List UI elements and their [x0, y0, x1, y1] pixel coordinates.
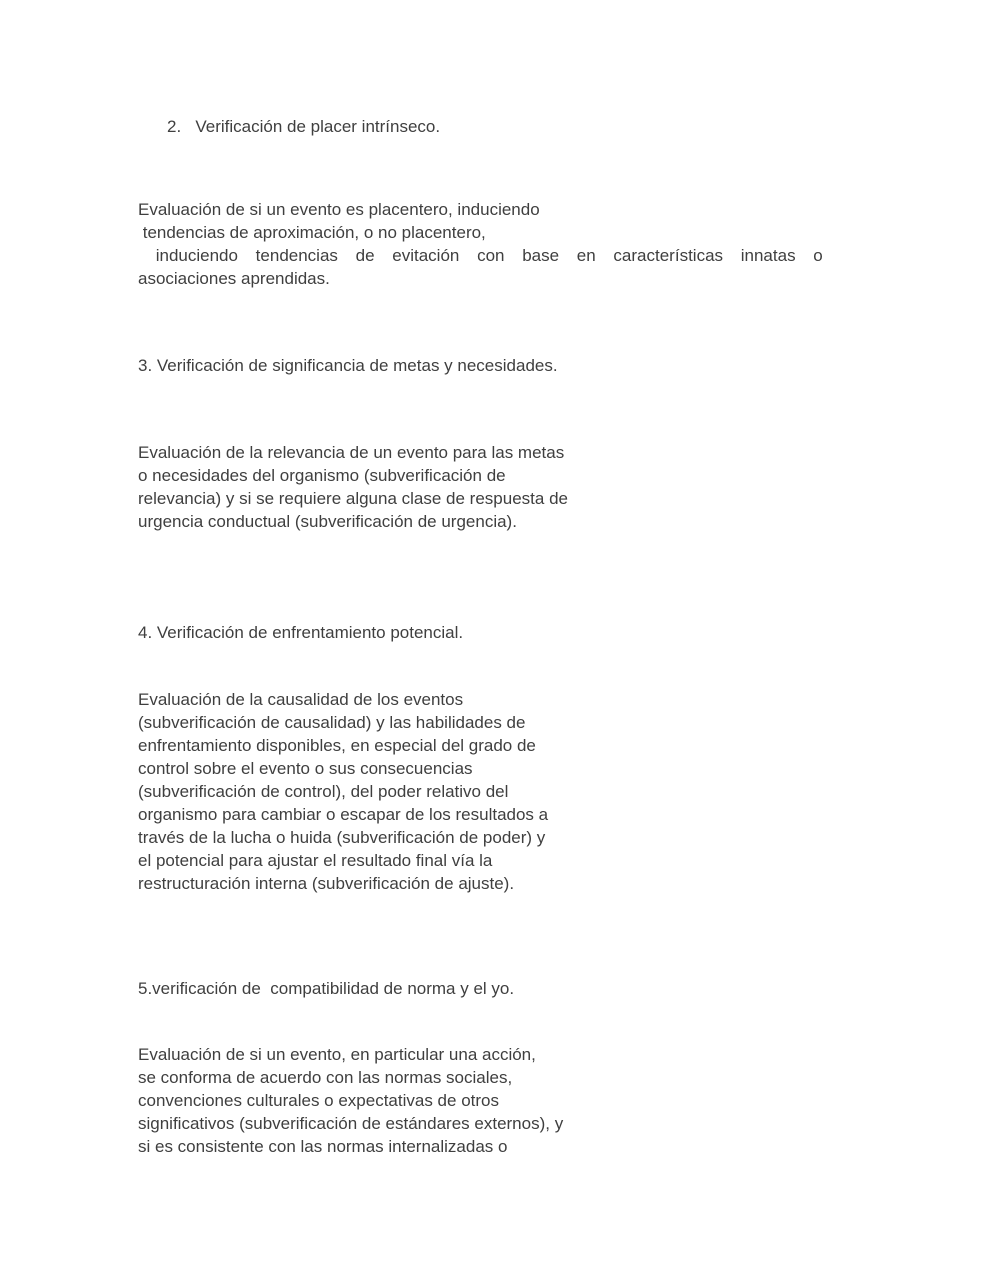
- paragraph-line: convenciones culturales o expectativas de otros: [138, 1091, 499, 1110]
- paragraph-line: si es consistente con las normas internalizadas o: [138, 1137, 508, 1156]
- paragraph-line: el potencial para ajustar el resultado final vía la: [138, 851, 493, 870]
- paragraph-line: significativos (subverificación de estándares externos), y: [138, 1114, 564, 1133]
- heading-check-2: 2. Verificación de placer intrínseco.: [167, 117, 441, 136]
- paragraph-line: enfrentamiento disponibles, en especial del grado de: [138, 736, 536, 755]
- paragraph-check-5: [138, 1043, 852, 1158]
- paragraph-line: Evaluación de si un evento es placentero, induciendo: [138, 200, 540, 219]
- paragraph-line: urgencia conductual (subverificación de urgencia).: [138, 512, 517, 531]
- paragraph-line-justified: induciendo tendencias de evitación con base en características innatas o: [138, 246, 823, 265]
- heading-check-3: 3. Verificación de significancia de metas y necesidades.: [138, 356, 558, 375]
- paragraph-line: Evaluación de la relevancia de un evento para las metas: [138, 443, 565, 462]
- paragraph-line: relevancia) y si se requiere alguna clase de respuesta de: [138, 489, 568, 508]
- paragraph-check-3: [138, 441, 852, 533]
- paragraph-line: se conforma de acuerdo con las normas sociales,: [138, 1068, 513, 1087]
- paragraph-line: asociaciones aprendidas.: [138, 269, 330, 288]
- paragraph-line: tendencias de aproximación, o no placentero,: [138, 223, 486, 242]
- paragraph-line: través de la lucha o huida (subverificación de poder) y: [138, 828, 546, 847]
- paragraph-line: (subverificación de control), del poder relativo del: [138, 782, 509, 801]
- paragraph-line: o necesidades del organismo (subverificación de: [138, 466, 506, 485]
- paragraph-check-2: [138, 198, 852, 290]
- paragraph-line: (subverificación de causalidad) y las habilidades de: [138, 713, 526, 732]
- heading-check-5: 5.verificación de compatibilidad de norma y el yo.: [138, 979, 515, 998]
- paragraph-line: control sobre el evento o sus consecuencias: [138, 759, 473, 778]
- paragraph-line: Evaluación de la causalidad de los eventos: [138, 690, 464, 709]
- paragraph-line: Evaluación de si un evento, en particular una acción,: [138, 1045, 536, 1064]
- heading-check-4: 4. Verificación de enfrentamiento potencial.: [138, 623, 464, 642]
- paragraph-check-4: [138, 688, 852, 895]
- paragraph-line: organismo para cambiar o escapar de los resultados a: [138, 805, 549, 824]
- paragraph-line: restructuración interna (subverificación de ajuste).: [138, 874, 515, 893]
